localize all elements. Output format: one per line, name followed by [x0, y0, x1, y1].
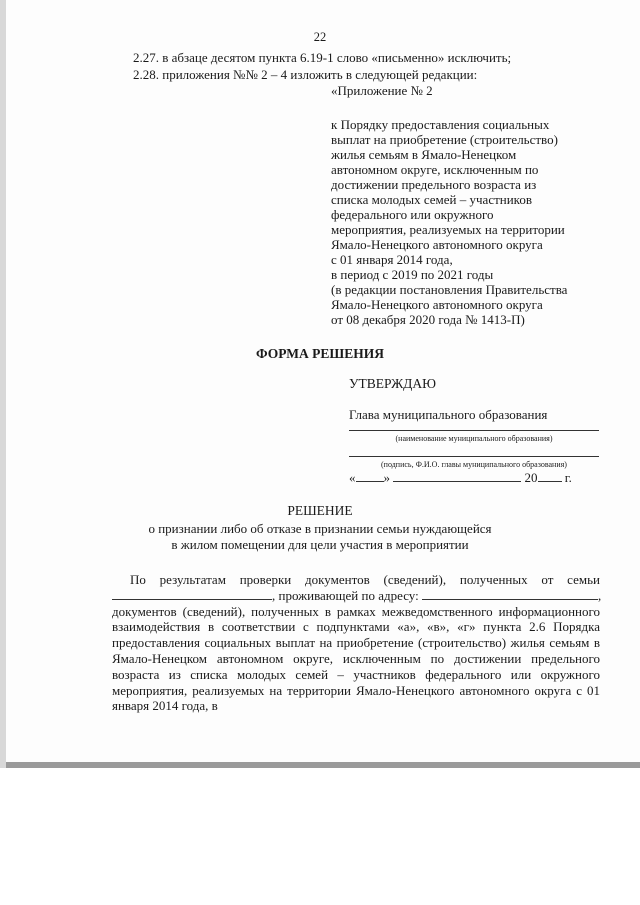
scan-edge [0, 0, 6, 768]
appendix-line: Ямало-Ненецкого автономного округа [331, 297, 543, 312]
page-number: 22 [313, 30, 327, 44]
appendix-line: автономном округе, исключенным по [331, 162, 539, 177]
year-prefix: 20 [524, 470, 538, 485]
body-line-1: По результатам проверки документов (сведений), полученных от семьи [130, 572, 600, 587]
date-open-quote: « [349, 470, 356, 485]
signature-caption: (подпись, Ф.И.О. главы муниципального образования) [381, 460, 567, 469]
appendix-block [331, 117, 631, 327]
municipality-line [349, 430, 599, 431]
appendix-label: «Приложение № 2 [331, 83, 433, 98]
approve-stamp: УТВЕРЖДАЮ [349, 376, 437, 391]
family-name-blank [112, 588, 272, 600]
comma: , [597, 587, 602, 603]
appendix-line: списка молодых семей – участников [331, 192, 532, 207]
form-title: ФОРМА РЕШЕНИЯ [256, 346, 384, 361]
address-blank [422, 588, 598, 600]
item-2-28: 2.28. приложения №№ 2 – 4 изложить в следующей редакции: [133, 67, 478, 82]
body-rest: документов (сведений), полученных в рамках межведомственного информационного взаимодействия в соответствии с подпунктами «а», «в», «г» пункта 2.6 Порядка предоставления социальных выплат на приобретение (строительство) жилья семьям в Ямало-Ненецком автономном округе, исключенным по достижении предельного возраста из списка молодых семей – участников федерального или окружного мероприятия, реализуемых на территории Ямало-Ненецкого автономного округа с 01 января 2014 года, в [112, 603, 600, 714]
appendix-line: жилья семьям в Ямало-Ненецком [331, 147, 517, 162]
appendix-line: Ямало-Ненецкого автономного округа [331, 237, 543, 252]
decision-subtitle-line: о признании либо об отказе в признании семьи нуждающейся [148, 521, 492, 536]
year-suffix: г. [564, 470, 572, 485]
appendix-line: (в редакции постановления Правительства [331, 282, 568, 297]
signature-line [349, 456, 599, 457]
appendix-line: от 08 декабря 2020 года № 1413-П) [331, 312, 525, 327]
appendix-line: федерального или окружного [331, 207, 494, 222]
municipality-caption: (наименование муниципального образования) [395, 434, 553, 443]
decision-subtitle-line: в жилом помещении для цели участия в мероприятии [171, 537, 469, 552]
item-2-27: 2.27. в абзаце десятом пункта 6.19-1 слово «письменно» исключить; [133, 50, 512, 65]
appendix-line: мероприятия, реализуемых на территории [331, 222, 565, 237]
appendix-line: выплат на приобретение (строительство) [331, 132, 558, 147]
year-blank [538, 469, 562, 482]
appendix-line: к Порядку предоставления социальных [331, 117, 550, 132]
day-blank [356, 469, 384, 482]
body-line-2 [112, 588, 600, 604]
address-label: , проживающей по адресу: [272, 587, 419, 603]
appendix-line: с 01 января 2014 года, [331, 252, 453, 267]
head-title: Глава муниципального образования [349, 407, 548, 422]
month-blank [393, 469, 521, 482]
appendix-line: в период с 2019 по 2021 годы [331, 267, 494, 282]
date-line [349, 469, 572, 486]
decision-body [112, 572, 600, 714]
date-close-quote: » [383, 470, 390, 485]
appendix-line: достижении предельного возраста из [331, 177, 537, 192]
decision-title: РЕШЕНИЕ [287, 503, 353, 518]
